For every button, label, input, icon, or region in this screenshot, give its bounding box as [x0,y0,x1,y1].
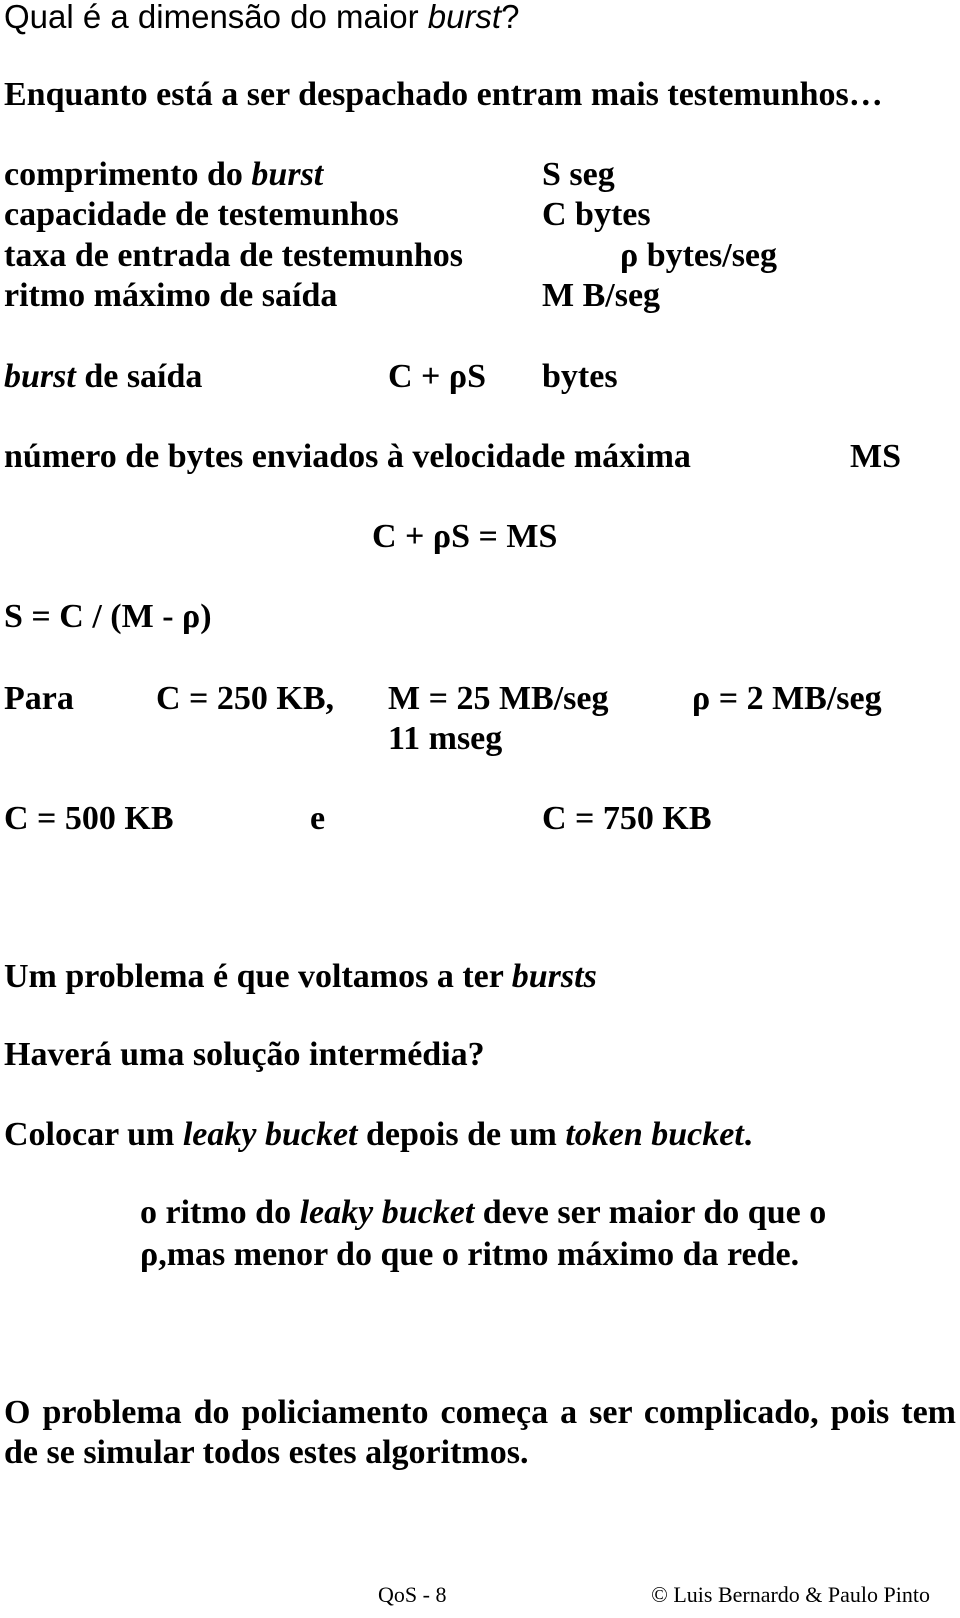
burst-out-label [4,360,202,394]
burst-out-expression: C + ρS [388,358,487,395]
example-label: Para [4,680,74,717]
burst-out-italic: burst [4,358,76,395]
problem-statement [4,960,597,994]
case-left: C = 500 KB [4,800,174,837]
solution: S = C / (M - ρ) [4,598,212,635]
answer-italic: leaky bucket [182,1116,358,1153]
note-text: o ritmo do [140,1194,300,1231]
conclusion: O problema do policiamento começa a ser complicado, pois tem de se simular todos estes algoritmos. [4,1394,956,1471]
problem-italic: bursts [511,958,597,995]
footer-page: QoS - 8 [378,1582,447,1607]
max-speed-value: MS [850,438,901,475]
burst-out-text: de saída [75,358,203,395]
definition-value: ρ bytes/seg [620,237,778,274]
question-text: Qual é a dimensão do maior [4,0,428,35]
term-italic: burst [251,156,324,193]
term-text: capacidade de testemunhos [4,196,399,233]
example-rho: ρ = 2 MB/seg [692,680,882,717]
term-text: comprimento do [4,156,252,193]
term-text: ritmo máximo de saída [4,277,338,314]
max-speed-label: número de bytes enviados à velocidade máxima [4,438,691,475]
answer-text: depois de um [357,1116,566,1153]
question-heading [4,0,519,33]
definition-term [4,279,337,313]
definition-term [4,198,399,232]
term-text: taxa de entrada de testemunhos [4,237,463,274]
case-right: C = 750 KB [542,800,712,837]
definition-value: C bytes [542,196,651,233]
question-italic: burst [427,0,502,35]
note-line-2: ρ,mas menor do que o ritmo máximo da rede. [140,1236,800,1273]
answer-text: Colocar um [4,1116,183,1153]
answer-italic: token bucket [565,1116,744,1153]
question2: Haverá uma solução intermédia? [4,1036,485,1073]
case-connector: e [310,800,326,837]
definition-term [4,158,323,192]
question-suffix: ? [501,0,520,35]
intro-text: Enquanto está a ser despachado entram mais testemunhos… [4,76,883,113]
burst-out-unit: bytes [542,358,618,395]
answer-text: . [743,1116,753,1153]
note-line-1 [140,1196,826,1230]
problem-text: Um problema é que voltamos a ter [4,958,512,995]
example-m: M = 25 MB/seg [388,680,609,717]
answer [4,1118,752,1152]
definition-value: M B/seg [542,277,661,314]
example-result: 11 mseg [388,720,503,757]
footer-copyright: © Luis Bernardo & Paulo Pinto [651,1582,930,1607]
note-italic: leaky bucket [299,1194,475,1231]
definition-term [4,239,463,273]
example-c: C = 250 KB, [156,680,335,717]
equation: C + ρS = MS [372,518,558,555]
note-text: deve ser maior do que o [474,1194,827,1231]
definition-value: S seg [542,156,615,193]
